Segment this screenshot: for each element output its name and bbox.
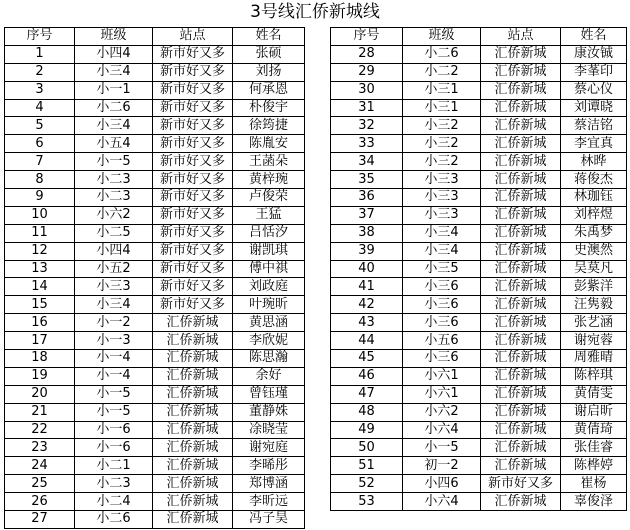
cell-name: 蔡洁铭 (561, 117, 627, 135)
table-row (331, 45, 627, 63)
cell-name: 王菡朵 (233, 153, 305, 171)
cell-name: 林珈钰 (561, 189, 627, 207)
table-row (5, 457, 305, 475)
cell-class: 小二1 (75, 457, 153, 475)
cell-class: 小二3 (75, 171, 153, 189)
cell-seq: 45 (331, 350, 403, 368)
cell-station: 新市好又多 (153, 135, 233, 153)
table-row (5, 99, 305, 117)
cell-station: 汇侨新城 (481, 99, 561, 117)
cell-station: 新市好又多 (153, 260, 233, 278)
cell-seq: 27 (5, 511, 75, 529)
cell-seq: 10 (5, 206, 75, 224)
table-row (331, 63, 627, 81)
cell-seq: 51 (331, 457, 403, 475)
table-row (331, 367, 627, 385)
table-row (5, 350, 305, 368)
table-row (5, 296, 305, 314)
cell-seq: 12 (5, 242, 75, 260)
cell-class: 小二4 (75, 493, 153, 511)
cell-class: 小三3 (75, 278, 153, 296)
table-row (5, 332, 305, 350)
header-name: 姓名 (233, 28, 305, 46)
table-row (5, 260, 305, 278)
cell-class: 小一4 (75, 367, 153, 385)
cell-seq: 52 (331, 475, 403, 493)
table-row (331, 206, 627, 224)
cell-seq: 28 (331, 45, 403, 63)
table-row (331, 493, 627, 511)
cell-station: 汇侨新城 (153, 403, 233, 421)
cell-seq: 3 (5, 81, 75, 99)
cell-name: 吕恬汐 (233, 224, 305, 242)
cell-seq: 15 (5, 296, 75, 314)
cell-class: 小二3 (75, 475, 153, 493)
cell-station: 新市好又多 (153, 242, 233, 260)
cell-name: 刘谭晓 (561, 99, 627, 117)
cell-station: 汇侨新城 (481, 206, 561, 224)
cell-class: 小四4 (75, 242, 153, 260)
header-seq: 序号 (5, 28, 75, 46)
cell-class: 小三1 (403, 81, 481, 99)
cell-class: 小三5 (403, 260, 481, 278)
cell-station: 汇侨新城 (153, 385, 233, 403)
table-row (5, 367, 305, 385)
table-row (5, 153, 305, 171)
cell-station: 新市好又多 (153, 81, 233, 99)
cell-station: 汇侨新城 (481, 117, 561, 135)
cell-seq: 24 (5, 457, 75, 475)
cell-name: 周雅晴 (561, 350, 627, 368)
cell-class: 小四6 (403, 475, 481, 493)
cell-seq: 33 (331, 135, 403, 153)
cell-class: 小三4 (403, 242, 481, 260)
cell-seq: 41 (331, 278, 403, 296)
cell-station: 新市好又多 (153, 224, 233, 242)
table-row (5, 117, 305, 135)
cell-class: 小六4 (403, 493, 481, 511)
cell-seq: 39 (331, 242, 403, 260)
cell-name: 张硕 (233, 45, 305, 63)
table-row (5, 493, 305, 511)
cell-name: 谢凯琪 (233, 242, 305, 260)
cell-seq: 22 (5, 421, 75, 439)
cell-name: 何承恩 (233, 81, 305, 99)
table-row (5, 421, 305, 439)
cell-class: 小一1 (75, 81, 153, 99)
cell-station: 汇侨新城 (481, 224, 561, 242)
cell-station: 汇侨新城 (481, 153, 561, 171)
cell-name: 陈思瀚 (233, 350, 305, 368)
table-row (5, 81, 305, 99)
cell-class: 小一5 (403, 439, 481, 457)
cell-class: 小六2 (403, 403, 481, 421)
table-row (5, 439, 305, 457)
cell-name: 傅中祺 (233, 260, 305, 278)
table-row (331, 475, 627, 493)
table-row (331, 421, 627, 439)
header-seq: 序号 (331, 28, 403, 46)
cell-class: 小一6 (75, 421, 153, 439)
cell-class: 小一2 (75, 314, 153, 332)
cell-class: 小三1 (403, 99, 481, 117)
cell-seq: 47 (331, 385, 403, 403)
cell-seq: 5 (5, 117, 75, 135)
cell-name: 郑博涵 (233, 475, 305, 493)
table-row (331, 135, 627, 153)
cell-seq: 8 (5, 171, 75, 189)
cell-name: 谢宛庭 (233, 439, 305, 457)
cell-seq: 46 (331, 367, 403, 385)
table-row (5, 171, 305, 189)
cell-name: 汪隽毅 (561, 296, 627, 314)
cell-station: 汇侨新城 (481, 403, 561, 421)
cell-seq: 38 (331, 224, 403, 242)
table-row (5, 475, 305, 493)
cell-name: 凃晓莹 (233, 421, 305, 439)
cell-name: 吴莫凡 (561, 260, 627, 278)
cell-seq: 43 (331, 314, 403, 332)
cell-station: 汇侨新城 (481, 45, 561, 63)
table-row (331, 224, 627, 242)
cell-class: 小二6 (403, 45, 481, 63)
cell-name: 黄梓琬 (233, 171, 305, 189)
table-row (331, 314, 627, 332)
cell-seq: 4 (5, 99, 75, 117)
cell-class: 小三4 (75, 117, 153, 135)
cell-name: 李晞彤 (233, 457, 305, 475)
cell-name: 辜俊泽 (561, 493, 627, 511)
cell-station: 汇侨新城 (481, 278, 561, 296)
cell-class: 小二6 (75, 511, 153, 529)
cell-station: 新市好又多 (153, 278, 233, 296)
table-row (331, 332, 627, 350)
cell-class: 小一4 (75, 350, 153, 368)
cell-class: 初一2 (403, 457, 481, 475)
cell-class: 小三6 (403, 314, 481, 332)
table-row (5, 135, 305, 153)
header-station: 站点 (481, 28, 561, 46)
cell-station: 汇侨新城 (153, 350, 233, 368)
header-row (5, 28, 305, 46)
cell-seq: 48 (331, 403, 403, 421)
cell-class: 小三4 (403, 224, 481, 242)
cell-seq: 35 (331, 171, 403, 189)
cell-seq: 30 (331, 81, 403, 99)
cell-name: 刘政庭 (233, 278, 305, 296)
table-row (331, 296, 627, 314)
cell-name: 朱禹梦 (561, 224, 627, 242)
cell-class: 小三2 (403, 135, 481, 153)
cell-seq: 37 (331, 206, 403, 224)
header-class: 班级 (75, 28, 153, 46)
cell-name: 蔡心仪 (561, 81, 627, 99)
cell-seq: 2 (5, 63, 75, 81)
cell-name: 刘扬 (233, 63, 305, 81)
cell-class: 小二6 (75, 99, 153, 117)
cell-station: 汇侨新城 (481, 189, 561, 207)
cell-station: 汇侨新城 (153, 421, 233, 439)
cell-class: 小三6 (403, 350, 481, 368)
cell-name: 黄倩雯 (561, 385, 627, 403)
cell-class: 小五2 (75, 260, 153, 278)
cell-name: 黄思涵 (233, 314, 305, 332)
cell-class: 小三3 (403, 189, 481, 207)
cell-name: 徐筠捷 (233, 117, 305, 135)
cell-name: 张佳睿 (561, 439, 627, 457)
cell-class: 小三3 (403, 171, 481, 189)
cell-station: 汇侨新城 (481, 314, 561, 332)
cell-seq: 9 (5, 189, 75, 207)
cell-seq: 32 (331, 117, 403, 135)
cell-name: 李欣妮 (233, 332, 305, 350)
table-row (331, 99, 627, 117)
cell-class: 小五6 (403, 332, 481, 350)
table-row (331, 350, 627, 368)
cell-station: 汇侨新城 (153, 332, 233, 350)
cell-seq: 23 (5, 439, 75, 457)
cell-name: 董静姝 (233, 403, 305, 421)
cell-station: 汇侨新城 (481, 81, 561, 99)
table-row (331, 260, 627, 278)
cell-station: 汇侨新城 (153, 511, 233, 529)
cell-class: 小一5 (75, 385, 153, 403)
cell-seq: 20 (5, 385, 75, 403)
header-name: 姓名 (561, 28, 627, 46)
cell-seq: 19 (5, 367, 75, 385)
table-row (331, 153, 627, 171)
cell-station: 汇侨新城 (481, 63, 561, 81)
cell-class: 小六1 (403, 385, 481, 403)
cell-class: 小五4 (75, 135, 153, 153)
cell-class: 小一6 (75, 439, 153, 457)
cell-class: 小三3 (403, 206, 481, 224)
table-row (331, 278, 627, 296)
cell-station: 新市好又多 (153, 171, 233, 189)
cell-seq: 36 (331, 189, 403, 207)
cell-name: 谢宛蓉 (561, 332, 627, 350)
cell-station: 汇侨新城 (481, 421, 561, 439)
table-row (331, 439, 627, 457)
cell-seq: 6 (5, 135, 75, 153)
cell-name: 康汝铖 (561, 45, 627, 63)
cell-name: 张艺涵 (561, 314, 627, 332)
cell-class: 小六2 (75, 206, 153, 224)
cell-class: 小一3 (75, 332, 153, 350)
cell-seq: 31 (331, 99, 403, 117)
cell-station: 新市好又多 (153, 45, 233, 63)
cell-station: 新市好又多 (153, 63, 233, 81)
cell-name: 陈桦婷 (561, 457, 627, 475)
cell-seq: 50 (331, 439, 403, 457)
cell-station: 新市好又多 (153, 153, 233, 171)
table-row (5, 385, 305, 403)
cell-class: 小二3 (75, 189, 153, 207)
cell-name: 彭紫洋 (561, 278, 627, 296)
table-row (5, 278, 305, 296)
table-row (5, 511, 305, 529)
cell-name: 史澳然 (561, 242, 627, 260)
cell-seq: 21 (5, 403, 75, 421)
cell-station: 汇侨新城 (481, 296, 561, 314)
cell-station: 汇侨新城 (481, 350, 561, 368)
table-row (331, 81, 627, 99)
cell-name: 朴俊宇 (233, 99, 305, 117)
cell-seq: 49 (331, 421, 403, 439)
cell-station: 汇侨新城 (153, 367, 233, 385)
cell-name: 卢俊荣 (233, 189, 305, 207)
cell-seq: 26 (5, 493, 75, 511)
table-row (5, 45, 305, 63)
cell-seq: 25 (5, 475, 75, 493)
roster-table-right (330, 27, 627, 511)
cell-station: 新市好又多 (153, 206, 233, 224)
cell-class: 小三2 (403, 117, 481, 135)
cell-name: 黄倩琦 (561, 421, 627, 439)
cell-seq: 29 (331, 63, 403, 81)
table-row (5, 189, 305, 207)
cell-station: 汇侨新城 (481, 439, 561, 457)
cell-seq: 7 (5, 153, 75, 171)
cell-name: 李莑印 (561, 63, 627, 81)
cell-seq: 44 (331, 332, 403, 350)
cell-seq: 1 (5, 45, 75, 63)
cell-class: 小六1 (403, 367, 481, 385)
cell-name: 曾钰瑾 (233, 385, 305, 403)
cell-class: 小四4 (75, 45, 153, 63)
table-row (331, 403, 627, 421)
table-row (331, 242, 627, 260)
cell-seq: 18 (5, 350, 75, 368)
cell-station: 新市好又多 (153, 296, 233, 314)
header-class: 班级 (403, 28, 481, 46)
cell-name: 李昕远 (233, 493, 305, 511)
table-row (5, 242, 305, 260)
cell-station: 汇侨新城 (153, 457, 233, 475)
table-row (5, 403, 305, 421)
cell-station: 新市好又多 (153, 189, 233, 207)
cell-station: 汇侨新城 (481, 135, 561, 153)
cell-class: 小三6 (403, 278, 481, 296)
cell-class: 小三4 (75, 63, 153, 81)
cell-seq: 16 (5, 314, 75, 332)
page-title: 3号线汇侨新城线 (250, 2, 380, 22)
cell-class: 小二2 (403, 63, 481, 81)
cell-station: 汇侨新城 (481, 171, 561, 189)
table-row (331, 117, 627, 135)
cell-station: 汇侨新城 (481, 493, 561, 511)
cell-name: 林晔 (561, 153, 627, 171)
cell-station: 汇侨新城 (153, 493, 233, 511)
table-row (5, 206, 305, 224)
cell-seq: 53 (331, 493, 403, 511)
cell-seq: 40 (331, 260, 403, 278)
table-row (331, 171, 627, 189)
cell-station: 汇侨新城 (153, 314, 233, 332)
header-row (331, 28, 627, 46)
table-row (331, 457, 627, 475)
cell-name: 崔杨 (561, 475, 627, 493)
header-station: 站点 (153, 28, 233, 46)
table-row (5, 314, 305, 332)
cell-class: 小三4 (75, 296, 153, 314)
cell-name: 陈胤安 (233, 135, 305, 153)
cell-name: 蒋俊杰 (561, 171, 627, 189)
cell-station: 汇侨新城 (481, 367, 561, 385)
cell-station: 汇侨新城 (481, 260, 561, 278)
cell-station: 汇侨新城 (481, 457, 561, 475)
table-row (331, 189, 627, 207)
roster-table-left (4, 27, 305, 529)
cell-name: 叶琬昕 (233, 296, 305, 314)
cell-name: 刘梓煜 (561, 206, 627, 224)
cell-name: 陈梓琪 (561, 367, 627, 385)
cell-name: 余好 (233, 367, 305, 385)
cell-seq: 34 (331, 153, 403, 171)
cell-class: 小二5 (75, 224, 153, 242)
table-row (331, 385, 627, 403)
cell-class: 小三6 (403, 296, 481, 314)
cell-station: 汇侨新城 (481, 242, 561, 260)
cell-seq: 11 (5, 224, 75, 242)
cell-station: 汇侨新城 (153, 439, 233, 457)
cell-station: 新市好又多 (153, 99, 233, 117)
cell-seq: 14 (5, 278, 75, 296)
cell-name: 冯子昊 (233, 511, 305, 529)
cell-class: 小三2 (403, 153, 481, 171)
cell-name: 谢启昕 (561, 403, 627, 421)
cell-station: 汇侨新城 (481, 385, 561, 403)
table-row (5, 224, 305, 242)
cell-class: 小一5 (75, 403, 153, 421)
cell-class: 小六4 (403, 421, 481, 439)
cell-station: 新市好又多 (153, 117, 233, 135)
table-row (5, 63, 305, 81)
cell-station: 新市好又多 (481, 475, 561, 493)
cell-station: 汇侨新城 (481, 332, 561, 350)
cell-class: 小一5 (75, 153, 153, 171)
cell-name: 李宜真 (561, 135, 627, 153)
cell-name: 王猛 (233, 206, 305, 224)
cell-seq: 17 (5, 332, 75, 350)
cell-seq: 42 (331, 296, 403, 314)
cell-seq: 13 (5, 260, 75, 278)
cell-station: 汇侨新城 (153, 475, 233, 493)
